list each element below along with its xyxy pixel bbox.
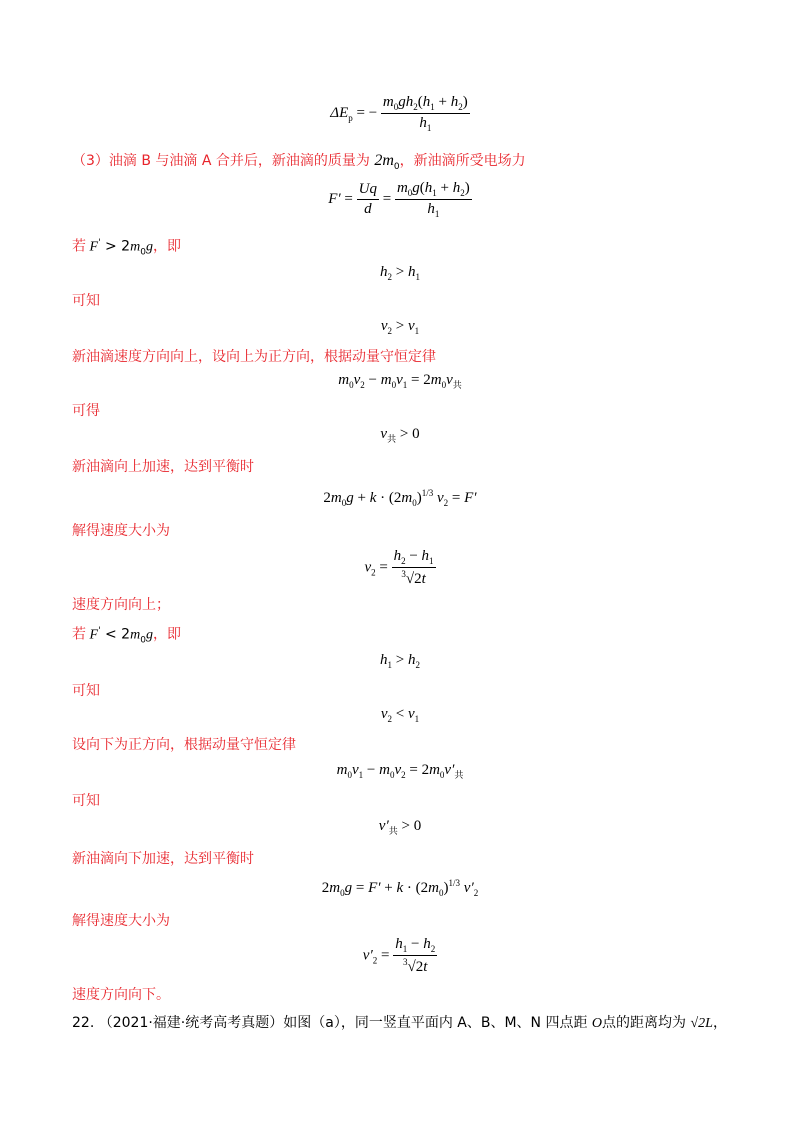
- text-line: 可知: [72, 293, 100, 309]
- equation-momentum: $m_0v_2 - m_0v_1 = 2m_0v_共$: [338, 372, 462, 390]
- equation-balance: $2m_0g + k \cdot (2m_0)^{1/3}$ $v_2 = F'$: [323, 488, 477, 508]
- text-line: 可知: [72, 683, 100, 699]
- text-line: 解得速度大小为: [72, 523, 170, 539]
- equation-v2: $v_2$ = $\frac{h_2 - h_1}{^3√2t}$: [364, 548, 434, 587]
- text-line: 速度方向向下。: [72, 987, 170, 1003]
- equation-v2-prime: $v'_2$ = $\frac{h_1 - h_2}{^3√2t}$: [362, 936, 436, 975]
- text-line: 新油滴速度方向向上，设向上为正方向，根据动量守恒定律: [72, 349, 436, 365]
- equation: $h_2 > h_1$: [380, 264, 420, 282]
- text-line: 速度方向向上；: [72, 597, 170, 613]
- text-line: 新油滴向上加速，达到平衡时: [72, 459, 254, 475]
- equation: $v'_共 > 0$: [378, 818, 422, 836]
- equation: $v_2 < v_1$: [380, 706, 420, 724]
- text-line: 可知: [72, 793, 100, 809]
- equation-balance-2: $2m_0g = F' + k \cdot (2m_0)^{1/3}$ $v'_2$: [321, 878, 479, 898]
- question-22: 22. （2021·福建·统考高考真题）如图（a），同一竖直平面内 A、B、M、N 四点距 O点的距离均为 √2L，: [72, 1015, 727, 1031]
- text-line: （3）油滴 B 与油滴 A 合并后，新油滴的质量为 $2m_0$，新油滴所受电场力: [72, 152, 526, 172]
- equation: $v_2 > v_1$: [380, 318, 420, 336]
- equation-delta-ep: $\Delta E_p$ = − $\frac{m_0gh_2(h_1 + h_2)}{h_1}$: [330, 94, 468, 133]
- text-line: 新油滴向下加速，达到平衡时: [72, 851, 254, 867]
- equation-force: F′ = $\frac{Uq}{d}$ = $\frac{m_0g(h_1 + h_2)}{h_1}$: [328, 180, 470, 219]
- equation-momentum-2: $m_0v_1 - m_0v_2 = 2m_0v'_共$: [336, 762, 464, 780]
- text-line: 设向下为正方向，根据动量守恒定律: [72, 737, 296, 753]
- text-line: 可得: [72, 403, 100, 419]
- text-line: 若 $F' < 2m_0g$，即: [72, 626, 181, 646]
- equation: $h_1 > h_2$: [380, 652, 420, 670]
- text-line: 解得速度大小为: [72, 913, 170, 929]
- text-line: 若 $F' > 2m_0g$，即: [72, 238, 181, 258]
- equation: $v_共 > 0$: [380, 426, 420, 444]
